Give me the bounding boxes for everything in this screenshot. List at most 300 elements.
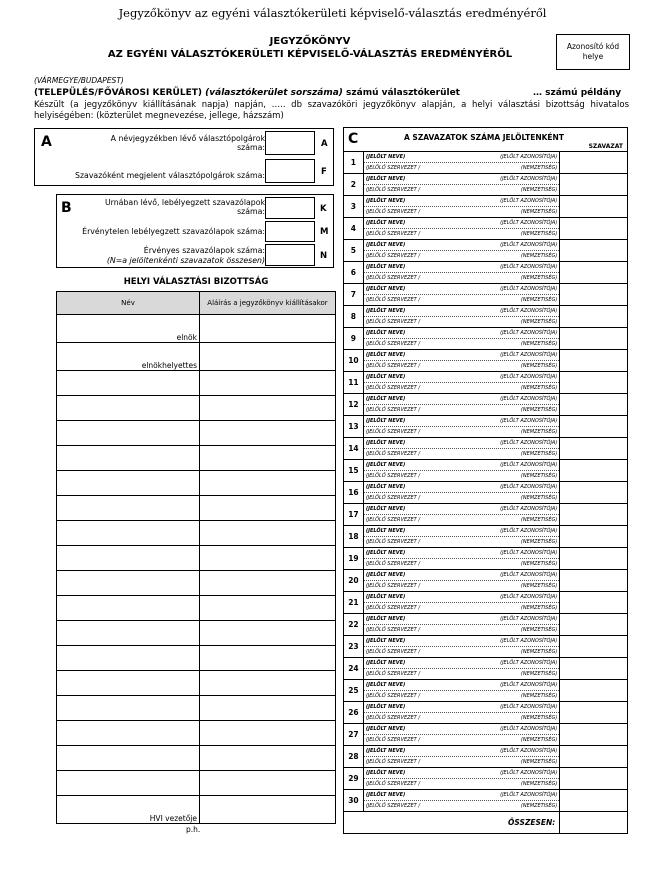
candidate-name-placeholder: (JELÖLT NEVE) xyxy=(365,154,406,160)
nationality-placeholder: (NEMZETISÉG) xyxy=(520,649,558,655)
candidate-name-placeholder: (JELÖLT NEVE) xyxy=(365,440,406,446)
nationality-placeholder: (NEMZETISÉG) xyxy=(520,737,558,743)
candidate-info xyxy=(363,504,559,526)
nominating-org-placeholder: (JELÖLŐ SZERVEZET / xyxy=(365,693,421,699)
candidate-number: 9 xyxy=(344,328,364,350)
candidate-number: 7 xyxy=(344,284,364,306)
candidate-name-placeholder: (JELÖLT NEVE) xyxy=(365,374,406,380)
candidate-row xyxy=(344,724,628,746)
candidate-id-placeholder: (JELÖLT AZONOSÍTÓJA) xyxy=(500,242,558,248)
candidate-votes-cell[interactable] xyxy=(560,218,628,240)
section-b-row3-label: Érvényes szavazólapok száma: xyxy=(143,246,265,255)
nominating-org-placeholder: (JELÖLŐ SZERVEZET / xyxy=(365,319,421,325)
committee-title: HELYI VÁLASZTÁSI BIZOTTSÁG xyxy=(123,277,269,287)
section-b-letter: B xyxy=(61,200,72,216)
candidate-row xyxy=(344,526,628,548)
main-title: JEGYZŐKÖNYV xyxy=(269,36,351,47)
code-m: M xyxy=(320,227,329,237)
member-sign-cell[interactable] xyxy=(200,621,336,646)
candidate-id-placeholder: (JELÖLT AZONOSÍTÓJA) xyxy=(500,660,558,666)
member-sign-cell[interactable] xyxy=(200,596,336,621)
nationality-placeholder: (NEMZETISÉG) xyxy=(520,583,558,589)
main-subtitle: AZ EGYÉNI VÁLASZTÓKERÜLETI KÉPVISELŐ-VÁLASZTÁS EREDMÉNYÉRŐL xyxy=(107,49,513,60)
candidate-id-placeholder: (JELÖLT AZONOSÍTÓJA) xyxy=(500,704,558,710)
candidate-id-placeholder: (JELÖLT AZONOSÍTÓJA) xyxy=(500,572,558,578)
candidate-info xyxy=(363,350,559,372)
candidate-votes-cell[interactable] xyxy=(560,504,628,526)
nationality-placeholder: (NEMZETISÉG) xyxy=(520,187,558,193)
candidate-info xyxy=(363,746,559,768)
candidate-votes-cell[interactable] xyxy=(560,658,628,680)
code-f: F xyxy=(321,167,327,177)
candidate-name-placeholder: (JELÖLT NEVE) xyxy=(365,792,406,798)
candidate-id-placeholder: (JELÖLT AZONOSÍTÓJA) xyxy=(500,176,558,182)
nationality-placeholder: (NEMZETISÉG) xyxy=(520,759,558,765)
candidate-row xyxy=(344,240,628,262)
section-a-letter: A xyxy=(41,134,52,150)
candidate-id-placeholder: (JELÖLT AZONOSÍTÓJA) xyxy=(500,528,558,534)
total-label: ÖSSZESEN: xyxy=(344,812,560,834)
candidate-row xyxy=(344,196,628,218)
candidate-name-placeholder: (JELÖLT NEVE) xyxy=(365,330,406,336)
nationality-placeholder: (NEMZETISÉG) xyxy=(520,715,558,721)
candidate-row xyxy=(344,218,628,240)
member-name-cell[interactable] xyxy=(57,471,200,496)
candidate-id-placeholder: (JELÖLT AZONOSÍTÓJA) xyxy=(500,638,558,644)
candidate-number: 28 xyxy=(344,746,364,768)
candidate-id-placeholder: (JELÖLT AZONOSÍTÓJA) xyxy=(500,154,558,160)
candidate-number: 21 xyxy=(344,592,364,614)
nominating-org-placeholder: (JELÖLŐ SZERVEZET / xyxy=(365,781,421,787)
voters-appeared-input[interactable] xyxy=(265,159,315,183)
section-a xyxy=(34,128,334,186)
candidate-row xyxy=(344,306,628,328)
candidate-info xyxy=(363,174,559,196)
candidate-name-placeholder: (JELÖLT NEVE) xyxy=(365,418,406,424)
member-name-cell[interactable] xyxy=(57,621,200,646)
nationality-placeholder: (NEMZETISÉG) xyxy=(520,275,558,281)
member-sign-cell[interactable] xyxy=(200,396,336,421)
district-suffix: számú választókerület xyxy=(346,88,460,98)
candidate-number: 3 xyxy=(344,196,364,218)
member-sign-cell[interactable] xyxy=(200,696,336,721)
nationality-placeholder: (NEMZETISÉG) xyxy=(520,627,558,633)
candidate-row xyxy=(344,790,628,812)
candidate-votes-cell[interactable] xyxy=(560,768,628,790)
candidate-row xyxy=(344,592,628,614)
nominating-org-placeholder: (JELÖLŐ SZERVEZET / xyxy=(365,803,421,809)
member-sign-cell[interactable] xyxy=(200,446,336,471)
nominating-org-placeholder: (JELÖLŐ SZERVEZET / xyxy=(365,275,421,281)
member-sign-cell[interactable] xyxy=(200,521,336,546)
candidate-votes-cell[interactable] xyxy=(560,152,628,174)
candidate-votes-cell[interactable] xyxy=(560,636,628,658)
candidate-number: 19 xyxy=(344,548,364,570)
nominating-org-placeholder: (JELÖLŐ SZERVEZET / xyxy=(365,539,421,545)
nominating-org-placeholder: (JELÖLŐ SZERVEZET / xyxy=(365,231,421,237)
candidate-name-placeholder: (JELÖLT NEVE) xyxy=(365,396,406,402)
candidate-votes-cell[interactable] xyxy=(560,790,628,812)
candidate-row xyxy=(344,548,628,570)
nationality-placeholder: (NEMZETISÉG) xyxy=(520,253,558,259)
code-k: K xyxy=(320,204,327,214)
nominating-org-placeholder: (JELÖLŐ SZERVEZET / xyxy=(365,253,421,259)
candidate-name-placeholder: (JELÖLT NEVE) xyxy=(365,748,406,754)
nominating-org-placeholder: (JELÖLŐ SZERVEZET / xyxy=(365,385,421,391)
leader-sign-cell[interactable] xyxy=(200,796,336,824)
candidate-id-placeholder: (JELÖLT AZONOSÍTÓJA) xyxy=(500,550,558,556)
candidate-votes-cell[interactable] xyxy=(560,438,628,460)
member-sign-cell[interactable] xyxy=(200,471,336,496)
nationality-placeholder: (NEMZETISÉG) xyxy=(520,165,558,171)
candidate-row xyxy=(344,570,628,592)
candidate-votes-cell[interactable] xyxy=(560,548,628,570)
leader-name-cell[interactable] xyxy=(57,796,200,824)
nominating-org-placeholder: (JELÖLŐ SZERVEZET / xyxy=(365,495,421,501)
candidate-info xyxy=(363,724,559,746)
member-sign-cell[interactable] xyxy=(200,371,336,396)
candidate-number: 11 xyxy=(344,372,364,394)
candidate-row xyxy=(344,152,628,174)
member-name-cell[interactable] xyxy=(57,646,200,671)
nationality-placeholder: (NEMZETISÉG) xyxy=(520,429,558,435)
id-code-box: Azonosító kód helye xyxy=(556,34,630,70)
member-name-cell[interactable] xyxy=(57,696,200,721)
settlement-label: (TELEPÜLÉS/FŐVÁROSI KERÜLET) xyxy=(34,88,202,98)
candidate-votes-cell[interactable] xyxy=(560,724,628,746)
candidate-name-placeholder: (JELÖLT NEVE) xyxy=(365,660,406,666)
invalid-ballots-input[interactable] xyxy=(265,221,315,242)
candidate-number: 13 xyxy=(344,416,364,438)
member-name-cell[interactable] xyxy=(57,771,200,796)
candidate-votes-cell[interactable] xyxy=(560,526,628,548)
candidate-id-placeholder: (JELÖLT AZONOSÍTÓJA) xyxy=(500,330,558,336)
member-sign-cell[interactable] xyxy=(200,496,336,521)
candidate-info xyxy=(363,570,559,592)
candidate-row xyxy=(344,636,628,658)
candidate-number: 15 xyxy=(344,460,364,482)
nationality-placeholder: (NEMZETISÉG) xyxy=(520,803,558,809)
candidate-row xyxy=(344,460,628,482)
candidate-name-placeholder: (JELÖLT NEVE) xyxy=(365,220,406,226)
nominating-org-placeholder: (JELÖLŐ SZERVEZET / xyxy=(365,517,421,523)
district-number-label: (választókerület sorszáma) xyxy=(205,88,343,98)
candidate-info xyxy=(363,240,559,262)
candidate-row xyxy=(344,416,628,438)
col-name-header: Név xyxy=(57,292,200,315)
member-name-cell[interactable] xyxy=(57,446,200,471)
candidate-row xyxy=(344,174,628,196)
candidate-votes-cell[interactable] xyxy=(560,482,628,504)
county-label: (VÁRMEGYE/BUDAPEST) xyxy=(34,76,124,85)
member-name-cell[interactable] xyxy=(57,671,200,696)
member-name-cell[interactable] xyxy=(57,721,200,746)
section-c-title: A SZAVAZATOK SZÁMA JELÖLTENKÉNT xyxy=(404,133,564,142)
nominating-org-placeholder: (JELÖLŐ SZERVEZET / xyxy=(365,407,421,413)
candidate-number: 14 xyxy=(344,438,364,460)
nationality-placeholder: (NEMZETISÉG) xyxy=(520,407,558,413)
votes-header: SZAVAZAT xyxy=(588,143,623,150)
candidate-id-placeholder: (JELÖLT AZONOSÍTÓJA) xyxy=(500,792,558,798)
candidate-id-placeholder: (JELÖLT AZONOSÍTÓJA) xyxy=(500,286,558,292)
candidate-number: 17 xyxy=(344,504,364,526)
nationality-placeholder: (NEMZETISÉG) xyxy=(520,781,558,787)
section-a-row2-label: Szavazóként megjelent választópolgárok száma: xyxy=(75,171,265,180)
candidate-number: 6 xyxy=(344,262,364,284)
candidate-votes-cell[interactable] xyxy=(560,372,628,394)
candidate-info xyxy=(363,680,559,702)
candidate-votes-cell[interactable] xyxy=(560,592,628,614)
vice-sign-cell[interactable] xyxy=(200,343,336,371)
candidate-row xyxy=(344,328,628,350)
candidate-number: 18 xyxy=(344,526,364,548)
vice-label: elnökhelyettes xyxy=(141,361,197,370)
member-name-cell[interactable] xyxy=(57,396,200,421)
member-name-cell[interactable] xyxy=(57,371,200,396)
candidate-votes-cell[interactable] xyxy=(560,350,628,372)
nationality-placeholder: (NEMZETISÉG) xyxy=(520,209,558,215)
candidate-name-placeholder: (JELÖLT NEVE) xyxy=(365,286,406,292)
candidate-name-placeholder: (JELÖLT NEVE) xyxy=(365,484,406,490)
member-name-cell[interactable] xyxy=(57,571,200,596)
candidate-number: 24 xyxy=(344,658,364,680)
candidate-info xyxy=(363,152,559,174)
nationality-placeholder: (NEMZETISÉG) xyxy=(520,319,558,325)
nominating-org-placeholder: (JELÖLŐ SZERVEZET / xyxy=(365,583,421,589)
candidate-info xyxy=(363,548,559,570)
candidate-info xyxy=(363,790,559,812)
candidate-votes-cell[interactable] xyxy=(560,680,628,702)
candidate-votes-cell[interactable] xyxy=(560,460,628,482)
nationality-placeholder: (NEMZETISÉG) xyxy=(520,693,558,699)
col-sign-header: Aláírás a jegyzőkönyv kiállításakor xyxy=(200,292,336,315)
chair-label: elnök xyxy=(176,333,197,342)
candidate-name-placeholder: (JELÖLT NEVE) xyxy=(365,528,406,534)
candidate-row xyxy=(344,614,628,636)
code-a: A xyxy=(321,139,328,149)
nominating-org-placeholder: (JELÖLŐ SZERVEZET / xyxy=(365,341,421,347)
candidate-id-placeholder: (JELÖLT AZONOSÍTÓJA) xyxy=(500,352,558,358)
candidate-number: 2 xyxy=(344,174,364,196)
candidate-votes-cell[interactable] xyxy=(560,240,628,262)
chair-name-cell[interactable] xyxy=(57,315,200,343)
candidate-votes-cell[interactable] xyxy=(560,746,628,768)
candidate-votes-cell[interactable] xyxy=(560,614,628,636)
candidate-votes-cell[interactable] xyxy=(560,196,628,218)
candidate-row xyxy=(344,482,628,504)
candidate-name-placeholder: (JELÖLT NEVE) xyxy=(365,638,406,644)
candidate-info xyxy=(363,592,559,614)
member-name-cell[interactable] xyxy=(57,746,200,771)
nationality-placeholder: (NEMZETISÉG) xyxy=(520,363,558,369)
candidate-info xyxy=(363,460,559,482)
nationality-placeholder: (NEMZETISÉG) xyxy=(520,539,558,545)
candidate-info xyxy=(363,438,559,460)
member-name-cell[interactable] xyxy=(57,421,200,446)
candidate-row xyxy=(344,438,628,460)
candidate-id-placeholder: (JELÖLT AZONOSÍTÓJA) xyxy=(500,418,558,424)
member-sign-cell[interactable] xyxy=(200,721,336,746)
nominating-org-placeholder: (JELÖLŐ SZERVEZET / xyxy=(365,297,421,303)
candidate-number: 8 xyxy=(344,306,364,328)
candidate-info xyxy=(363,306,559,328)
candidate-info xyxy=(363,262,559,284)
candidate-row xyxy=(344,284,628,306)
stamp-place-label: p.h. xyxy=(186,825,201,834)
candidate-id-placeholder: (JELÖLT AZONOSÍTÓJA) xyxy=(500,220,558,226)
section-a-row1-label: A névjegyzékben lévő választópolgárok száma: xyxy=(110,134,265,152)
candidate-name-placeholder: (JELÖLT NEVE) xyxy=(365,308,406,314)
nominating-org-placeholder: (JELÖLŐ SZERVEZET / xyxy=(365,605,421,611)
candidate-votes-cell[interactable] xyxy=(560,570,628,592)
candidate-name-placeholder: (JELÖLT NEVE) xyxy=(365,572,406,578)
nominating-org-placeholder: (JELÖLŐ SZERVEZET / xyxy=(365,649,421,655)
candidate-id-placeholder: (JELÖLT AZONOSÍTÓJA) xyxy=(500,462,558,468)
member-sign-cell[interactable] xyxy=(200,546,336,571)
leader-label: HVI vezetője xyxy=(149,814,197,823)
candidate-id-placeholder: (JELÖLT AZONOSÍTÓJA) xyxy=(500,770,558,776)
section-b xyxy=(56,194,334,268)
candidate-votes-cell[interactable] xyxy=(560,416,628,438)
candidate-info xyxy=(363,284,559,306)
candidate-votes-cell[interactable] xyxy=(560,262,628,284)
candidate-name-placeholder: (JELÖLT NEVE) xyxy=(365,264,406,270)
chair-sign-cell[interactable] xyxy=(200,315,336,343)
nominating-org-placeholder: (JELÖLŐ SZERVEZET / xyxy=(365,363,421,369)
committee-table xyxy=(56,291,336,824)
candidate-name-placeholder: (JELÖLT NEVE) xyxy=(365,242,406,248)
member-sign-cell[interactable] xyxy=(200,646,336,671)
candidate-info xyxy=(363,416,559,438)
candidate-table xyxy=(343,127,628,834)
nominating-org-placeholder: (JELÖLŐ SZERVEZET / xyxy=(365,737,421,743)
nominating-org-placeholder: (JELÖLŐ SZERVEZET / xyxy=(365,715,421,721)
candidate-number: 20 xyxy=(344,570,364,592)
prepared-text: Készült (a jegyzőkönyv kiállításának napja) napján, ….. db szavazóköri jegyzőkönyv alapján, a helyi választási bizottság hivatalos helyiségében: (közterület megnevezése, jellege, házszám) xyxy=(34,100,629,121)
member-name-cell[interactable] xyxy=(57,546,200,571)
candidate-id-placeholder: (JELÖLT AZONOSÍTÓJA) xyxy=(500,484,558,490)
candidate-id-placeholder: (JELÖLT AZONOSÍTÓJA) xyxy=(500,374,558,380)
candidate-number: 23 xyxy=(344,636,364,658)
candidate-name-placeholder: (JELÖLT NEVE) xyxy=(365,352,406,358)
member-sign-cell[interactable] xyxy=(200,421,336,446)
nationality-placeholder: (NEMZETISÉG) xyxy=(520,671,558,677)
page-top-title: Jegyzőkönyv az egyéni választókerületi képviselő-választás eredményéről xyxy=(118,6,547,20)
member-name-cell[interactable] xyxy=(57,596,200,621)
ballots-in-urn-input[interactable] xyxy=(265,197,315,219)
total-votes-cell[interactable] xyxy=(560,812,628,834)
member-sign-cell[interactable] xyxy=(200,671,336,696)
candidate-number: 5 xyxy=(344,240,364,262)
candidate-votes-cell[interactable] xyxy=(560,284,628,306)
nominating-org-placeholder: (JELÖLŐ SZERVEZET / xyxy=(365,561,421,567)
candidate-id-placeholder: (JELÖLT AZONOSÍTÓJA) xyxy=(500,726,558,732)
candidate-votes-cell[interactable] xyxy=(560,394,628,416)
nationality-placeholder: (NEMZETISÉG) xyxy=(520,451,558,457)
candidate-number: 26 xyxy=(344,702,364,724)
nominating-org-placeholder: (JELÖLŐ SZERVEZET / xyxy=(365,429,421,435)
candidate-row xyxy=(344,702,628,724)
candidate-name-placeholder: (JELÖLT NEVE) xyxy=(365,198,406,204)
candidate-id-placeholder: (JELÖLT AZONOSÍTÓJA) xyxy=(500,264,558,270)
candidate-info xyxy=(363,328,559,350)
member-sign-cell[interactable] xyxy=(200,571,336,596)
candidate-votes-cell[interactable] xyxy=(560,174,628,196)
section-b-row1-label: Urnában lévő, lebélyegzett szavazólapok száma: xyxy=(104,198,265,216)
candidate-votes-cell[interactable] xyxy=(560,306,628,328)
candidate-name-placeholder: (JELÖLT NEVE) xyxy=(365,594,406,600)
candidate-id-placeholder: (JELÖLT AZONOSÍTÓJA) xyxy=(500,308,558,314)
candidate-info xyxy=(363,658,559,680)
candidate-id-placeholder: (JELÖLT AZONOSÍTÓJA) xyxy=(500,594,558,600)
vice-name-cell[interactable] xyxy=(57,343,200,371)
candidate-row xyxy=(344,746,628,768)
member-sign-cell[interactable] xyxy=(200,771,336,796)
candidate-number: 30 xyxy=(344,790,364,812)
candidate-number: 16 xyxy=(344,482,364,504)
member-sign-cell[interactable] xyxy=(200,746,336,771)
candidate-votes-cell[interactable] xyxy=(560,702,628,724)
candidate-info xyxy=(363,636,559,658)
nominating-org-placeholder: (JELÖLŐ SZERVEZET / xyxy=(365,451,421,457)
member-name-cell[interactable] xyxy=(57,521,200,546)
candidate-info xyxy=(363,768,559,790)
candidate-id-placeholder: (JELÖLT AZONOSÍTÓJA) xyxy=(500,616,558,622)
nominating-org-placeholder: (JELÖLŐ SZERVEZET / xyxy=(365,473,421,479)
candidate-row xyxy=(344,350,628,372)
registered-voters-input[interactable] xyxy=(265,131,315,155)
candidate-row xyxy=(344,768,628,790)
settlement-line xyxy=(34,88,460,98)
candidate-row xyxy=(344,262,628,284)
candidate-number: 12 xyxy=(344,394,364,416)
section-b-row2-label: Érvénytelen lebélyegzett szavazólapok száma: xyxy=(82,227,265,236)
nationality-placeholder: (NEMZETISÉG) xyxy=(520,605,558,611)
candidate-name-placeholder: (JELÖLT NEVE) xyxy=(365,176,406,182)
candidate-name-placeholder: (JELÖLT NEVE) xyxy=(365,682,406,688)
candidate-name-placeholder: (JELÖLT NEVE) xyxy=(365,770,406,776)
candidate-number: 25 xyxy=(344,680,364,702)
section-c-header xyxy=(344,128,628,152)
candidate-name-placeholder: (JELÖLT NEVE) xyxy=(365,550,406,556)
nationality-placeholder: (NEMZETISÉG) xyxy=(520,385,558,391)
nominating-org-placeholder: (JELÖLŐ SZERVEZET / xyxy=(365,209,421,215)
nationality-placeholder: (NEMZETISÉG) xyxy=(520,517,558,523)
candidate-info xyxy=(363,196,559,218)
member-name-cell[interactable] xyxy=(57,496,200,521)
candidate-info xyxy=(363,614,559,636)
candidate-number: 29 xyxy=(344,768,364,790)
candidate-number: 22 xyxy=(344,614,364,636)
candidate-votes-cell[interactable] xyxy=(560,328,628,350)
nominating-org-placeholder: (JELÖLŐ SZERVEZET / xyxy=(365,187,421,193)
nominating-org-placeholder: (JELÖLŐ SZERVEZET / xyxy=(365,759,421,765)
candidate-number: 1 xyxy=(344,152,364,174)
candidate-info xyxy=(363,702,559,724)
candidate-name-placeholder: (JELÖLT NEVE) xyxy=(365,616,406,622)
candidate-info xyxy=(363,218,559,240)
candidate-name-placeholder: (JELÖLT NEVE) xyxy=(365,462,406,468)
candidate-name-placeholder: (JELÖLT NEVE) xyxy=(365,704,406,710)
candidate-id-placeholder: (JELÖLT AZONOSÍTÓJA) xyxy=(500,506,558,512)
candidate-row xyxy=(344,658,628,680)
valid-ballots-input[interactable] xyxy=(265,244,315,266)
candidate-info xyxy=(363,394,559,416)
candidate-number: 4 xyxy=(344,218,364,240)
candidate-row xyxy=(344,504,628,526)
nationality-placeholder: (NEMZETISÉG) xyxy=(520,473,558,479)
nominating-org-placeholder: (JELÖLŐ SZERVEZET / xyxy=(365,671,421,677)
